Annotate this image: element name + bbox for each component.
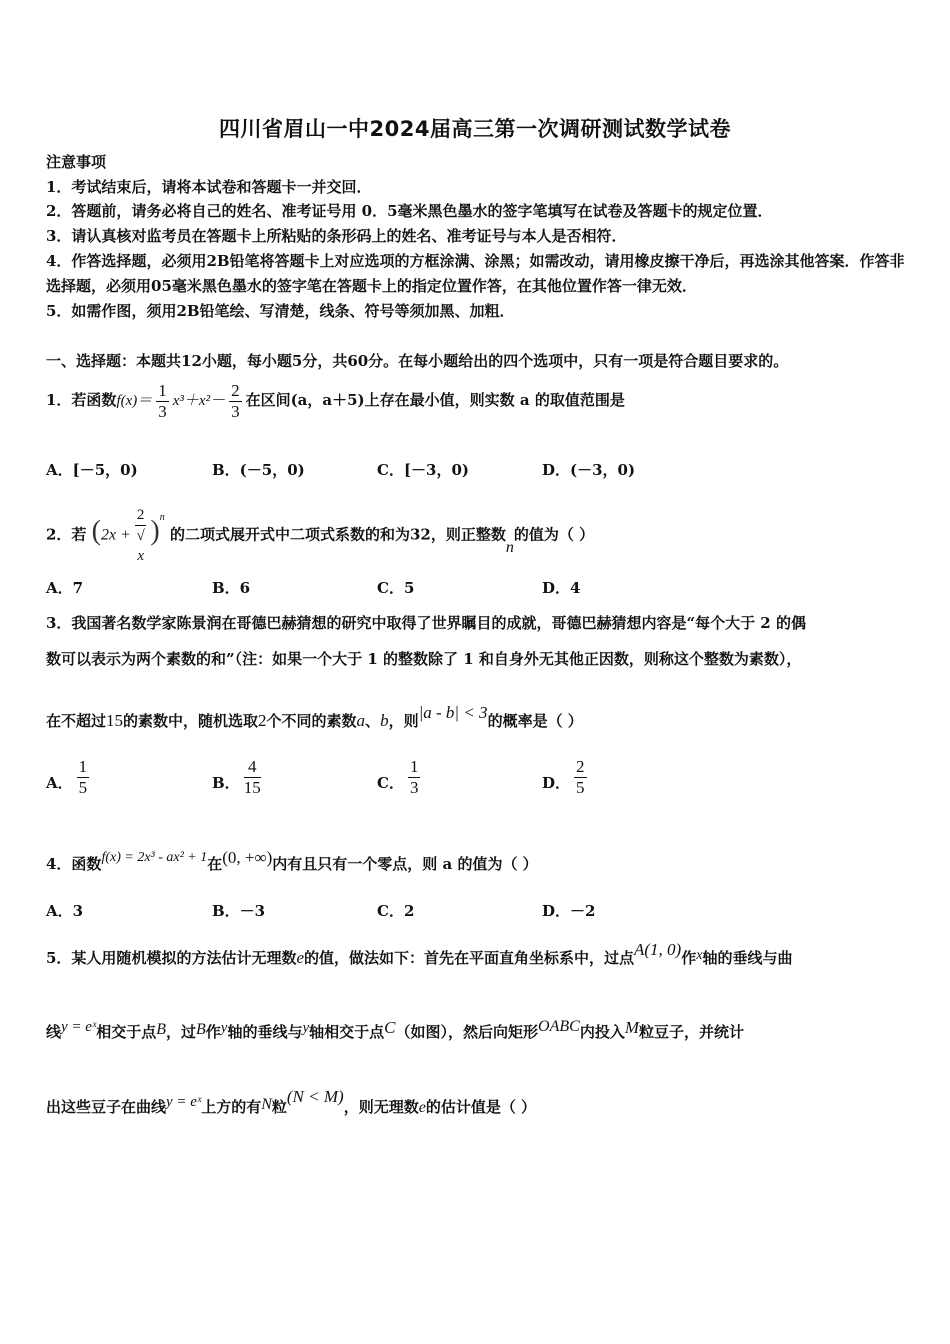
q2-exponent: n xyxy=(159,511,165,523)
q2-var-n: n xyxy=(505,538,514,556)
question-1 xyxy=(46,376,910,425)
q5-point-a: A(1, 0) xyxy=(634,940,682,959)
q1-option-c: C．[－3，0) xyxy=(377,461,470,479)
q1-prefix: 1．若函数 xyxy=(46,391,117,409)
q5-line-1: 5．某人用随机模拟的方法估计无理数e的值，做法如下：首先在平面直角坐标系中，过点A(1, 0)作x轴的垂线与曲 xyxy=(46,940,793,967)
q1-mid: x³＋x²－ xyxy=(172,393,226,409)
q4-option-c: C．2 xyxy=(377,902,415,920)
q1-func: f(x)＝ xyxy=(116,393,153,409)
q1-option-b: B．(－5，0) xyxy=(212,461,305,479)
q5-curve: y = eˣ xyxy=(61,1019,97,1035)
q2-suffix: 的二项式展开式中二项式系数的和为32，则正整数 xyxy=(169,525,506,544)
q2-option-d: D．4 xyxy=(542,579,581,597)
q5-rectangle: OABC xyxy=(538,1018,580,1035)
notice-item-3: 3．请认真核对监考员在答题卡上所粘贴的条形码上的姓名、准考证号与本人是否相符． xyxy=(46,227,627,245)
notice-item-4: 4．作答选择题，必须用2B铅笔将答题卡上对应选项的方框涂满、涂黑；如需改动，请用橡皮擦干净后，再选涂其他答案．作答非选择题，必须用05毫米黑色墨水的签字笔在答题卡上的指定位置作答，在其他位置作答一律无效． xyxy=(46,252,905,295)
q1-fraction-2: $\frac{2}{3}$ xyxy=(231,380,240,421)
page-title: 四川省眉山一中2024届高三第一次调研测试数学试卷 xyxy=(219,117,731,141)
q5-line-3: 出这些豆子在曲线y = eˣ上方的有N粒(N < M)，则无理数e的估计值是（ ） xyxy=(46,1087,537,1116)
q3-line-1: 3．我国著名数学家陈景润在哥德巴赫猜想的研究中取得了世界瞩目的成就，哥德巴赫猜想内容是“每个大于 2 的偶 xyxy=(46,614,806,632)
q1-option-a: A．[－5，0) xyxy=(46,461,138,479)
q3-condition: |a - b| < 3 xyxy=(418,703,488,722)
q3-line-3: 在不超过15的素数中，随机选取2个不同的素数a、b，则|a - b| < 3的概率是（ ） xyxy=(46,703,583,730)
q4-interval: (0, +∞) xyxy=(222,848,273,867)
q3-line-2: 数可以表示为两个素数的和”（注：如果一个大于 1 的整数除了 1 和自身外无其他正因数，则称这个整数为素数）， xyxy=(46,650,802,668)
q4-option-b: B．－3 xyxy=(212,902,266,920)
q2-option-c: C．5 xyxy=(377,579,415,597)
q4-option-d: D．－2 xyxy=(542,902,596,920)
notice-item-1: 1．考试结束后，请将本试卷和答题卡一并交回． xyxy=(46,178,372,196)
notice-item-2: 2．答题前，请务必将自己的姓名、准考证号用 0．5毫米黑色墨水的签字笔填写在试卷及答题卡的规定位置． xyxy=(46,202,773,220)
question-4: 4．函数f(x) = 2x³ - ax² + 1在(0, +∞)内有且只有一个零点，则 a 的值为（ ） xyxy=(46,848,538,873)
q1-option-d: D．(－3，0) xyxy=(542,461,636,479)
q2-tail: 的值为（ ） xyxy=(513,525,595,544)
q2-prefix: 2．若 xyxy=(46,525,87,544)
q4-option-a: A．3 xyxy=(46,902,84,920)
q5-condition: (N < M) xyxy=(286,1087,344,1106)
q1-suffix: 在区间(a，a＋5)上存在最小值，则实数 a 的取值范围是 xyxy=(245,391,625,409)
q3-option-d: D． $\frac{2}{5}$ xyxy=(542,757,585,797)
notice-item-5: 5．如需作图，须用2B铅笔绘、写清楚，线条、符号等须加黑、加粗． xyxy=(46,302,515,320)
question-2: 2．若 (2x + 2 √ x )$^n$ 的二项式展开式中二项式系数的和为32，则正整数n的值为（ ） xyxy=(46,507,595,564)
q2-paren-open: ( xyxy=(91,515,101,547)
q3-option-c: C． $\frac{1}{3}$ xyxy=(377,757,419,797)
q4-function: f(x) = 2x³ - ax² + 1 xyxy=(101,850,208,865)
q3-option-b: B． $\frac{4}{15}$ xyxy=(212,757,261,797)
q1-fraction-1: $\frac{1}{3}$ xyxy=(158,380,167,421)
q2-option-a: A．7 xyxy=(46,579,84,597)
q2-option-b: B．6 xyxy=(212,579,251,597)
q2-inner-fraction: 2 √ x xyxy=(136,507,145,564)
q5-line-2: 线y = eˣ相交于点B，过B作y轴的垂线与y轴相交于点C（如图），然后向矩形OABC内投入M粒豆子，并统计 xyxy=(46,1018,745,1041)
section-heading: 一、选择题：本题共12小题，每小题5分，共60分。在每小题给出的四个选项中，只有一项是符合题目要求的。 xyxy=(46,352,789,370)
q3-option-a: A． $\frac{1}{5}$ xyxy=(46,757,88,797)
notice-heading: 注意事项 xyxy=(46,153,107,171)
